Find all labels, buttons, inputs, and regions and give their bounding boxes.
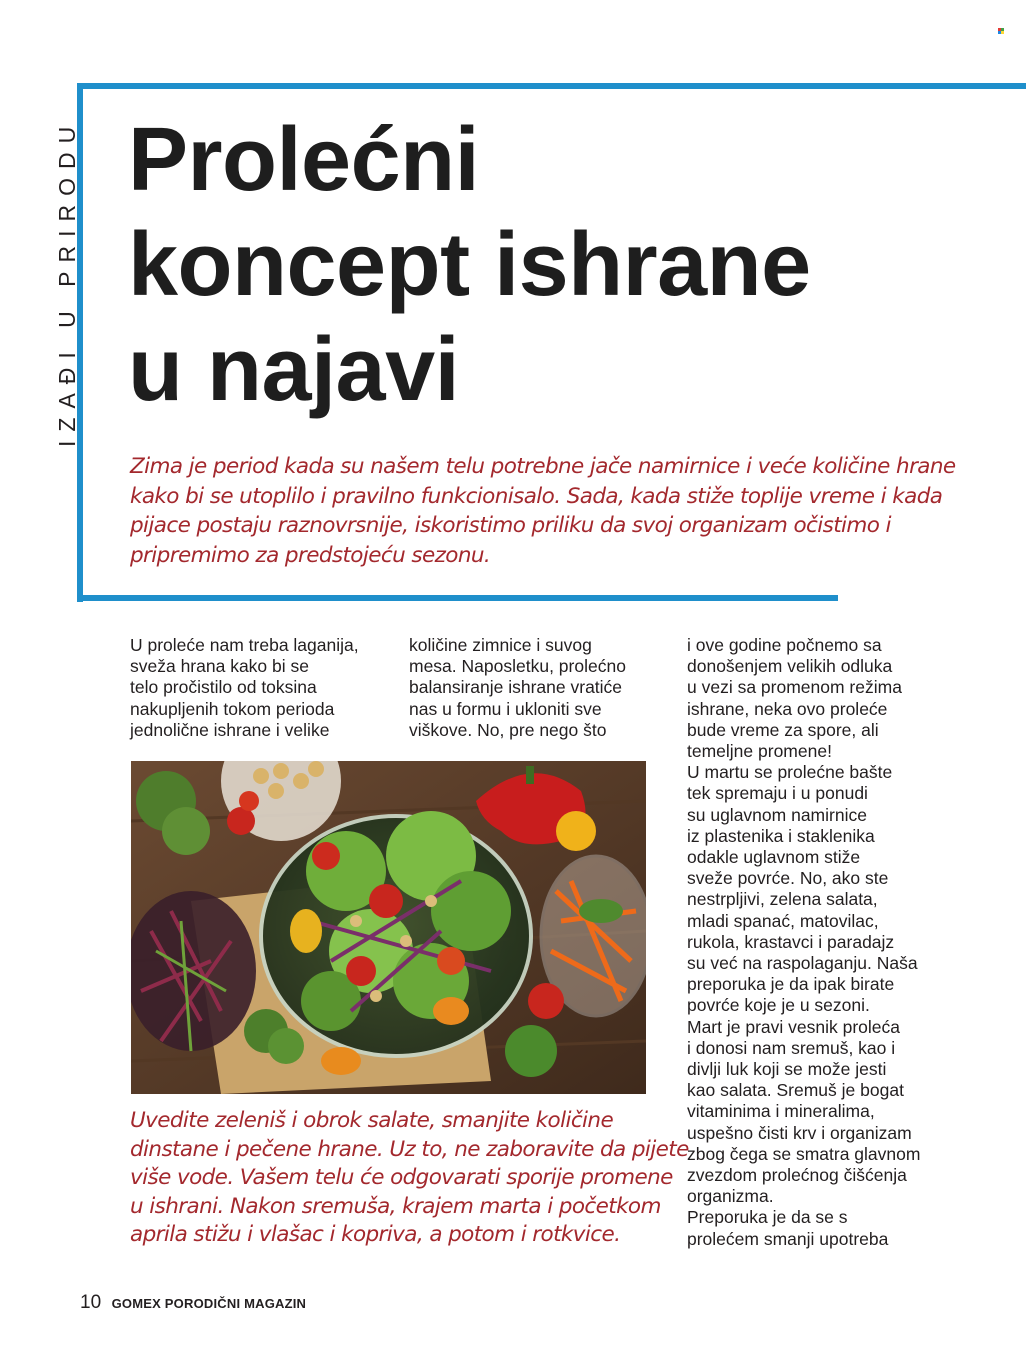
- lead-paragraph: [130, 452, 956, 570]
- lead-line: pijace postaju raznovrsnije, iskoristimo priliku da svoj organizam očistimo i: [130, 513, 891, 538]
- body-line: nas u formu i ukloniti sve: [409, 698, 602, 719]
- frame-top-border: [77, 83, 1026, 89]
- body-line: Preporuka je da se s: [687, 1207, 848, 1228]
- body-line: divlji luk koji se može jesti: [687, 1059, 887, 1080]
- body-line: zvezdom prolećnog čišćenja: [687, 1165, 907, 1186]
- body-line: su uglavnom namirnice: [687, 804, 867, 825]
- body-line: količine zimnice i suvog: [409, 635, 592, 655]
- pull-quote: [130, 1107, 689, 1250]
- body-line: preporuka je da ipak birate: [687, 974, 895, 995]
- body-line: Mart je pravi vesnik proleća: [687, 1016, 900, 1037]
- body-line: U martu se prolećne bašte: [687, 762, 893, 783]
- body-line: zbog čega se smatra glavnom: [687, 1143, 921, 1164]
- body-line: iz plastenika i staklenika: [687, 825, 875, 846]
- body-line: prolećem smanji upotreba: [687, 1228, 889, 1249]
- body-line: su već na raspolaganju. Naša: [687, 953, 918, 974]
- body-line: mesa. Naposletku, prolećno: [409, 656, 626, 677]
- body-line: U proleće nam treba laganija,: [130, 635, 359, 655]
- body-line: viškove. No, pre nego što: [409, 719, 607, 740]
- magazine-name: GOMEX PORODIČNI MAGAZIN: [111, 1296, 307, 1311]
- lead-line: pripremimo za predstojeću sezonu.: [130, 542, 491, 568]
- body-line: sveže povrće. No, ako ste: [687, 868, 889, 889]
- body-line: i ove godine počnemo sa: [687, 635, 882, 655]
- body-line: temeljne promene!: [687, 741, 832, 762]
- body-line: odakle uglavnom stiže: [687, 847, 861, 868]
- body-line: tek spremaju i u ponudi: [687, 783, 868, 804]
- body-line: uspešno čisti krv i organizam: [687, 1122, 912, 1143]
- body-line: i donosi nam sremuš, kao i: [687, 1037, 896, 1058]
- body-column-3: [687, 635, 987, 1250]
- headline-line: Prolećni: [128, 110, 480, 210]
- body-line: jednolične ishrane i velike: [130, 719, 330, 740]
- pull-quote-line: više vode. Vašem telu će odgovarati sporije promene: [130, 1165, 673, 1190]
- body-column-1: [130, 635, 390, 741]
- pull-quote-line: u ishrani. Nakon sremuša, krajem marta i početkom: [130, 1193, 661, 1219]
- body-line: telo pročistilo od toksina: [130, 677, 317, 698]
- lead-line: Zima je period kada su našem telu potrebne jače namirnice i veće količine hrane: [130, 454, 956, 479]
- lead-line: kako bi se utoplilo i pravilno funkcionisalo. Sada, kada stiže toplije vreme i kada: [130, 483, 943, 509]
- pull-quote-line: Uvedite zeleniš i obrok salate, smanjite količine: [130, 1108, 614, 1133]
- page-footer: [80, 1292, 306, 1314]
- body-line: nestrpljivi, zelena salata,: [687, 889, 878, 910]
- body-line: kao salata. Sremuš je bogat: [687, 1080, 904, 1101]
- body-line: mladi spanać, matovilac,: [687, 910, 879, 931]
- frame-bottom-border: [77, 595, 838, 601]
- section-label: IZAĐI U PRIRODU: [54, 117, 80, 447]
- body-line: organizma.: [687, 1186, 774, 1207]
- page-number: 10: [80, 1292, 102, 1313]
- body-line: u vezi sa promenom režima: [687, 677, 902, 698]
- body-line: povrće koje je u sezoni.: [687, 995, 870, 1016]
- body-line: ishrane, neka ovo proleće: [687, 698, 888, 719]
- body-line: donošenjem velikih odluka: [687, 656, 893, 677]
- body-line: balansiranje ishrane vratiće: [409, 677, 623, 698]
- body-line: nakupljenih tokom perioda: [130, 698, 335, 719]
- body-line: bude vreme za spore, ali: [687, 719, 879, 740]
- body-line: sveža hrana kako bi se: [130, 656, 309, 677]
- salad-photo: [131, 761, 646, 1094]
- headline: [128, 108, 988, 423]
- body-line: vitaminima i mineralima,: [687, 1101, 875, 1122]
- pull-quote-line: aprila stižu i vlašac i kopriva, a potom i rotkvice.: [130, 1222, 621, 1247]
- pull-quote-line: dinstane i pečene hrane. Uz to, ne zaboravite da pijete: [130, 1136, 689, 1162]
- salad-illustration: [131, 761, 646, 1094]
- headline-line: u najavi: [128, 320, 460, 420]
- headline-line: koncept ishrane: [128, 215, 811, 315]
- logo-mark: [998, 28, 1006, 36]
- body-line: rukola, krastavci i paradajz: [687, 931, 895, 952]
- body-column-2: [409, 635, 669, 741]
